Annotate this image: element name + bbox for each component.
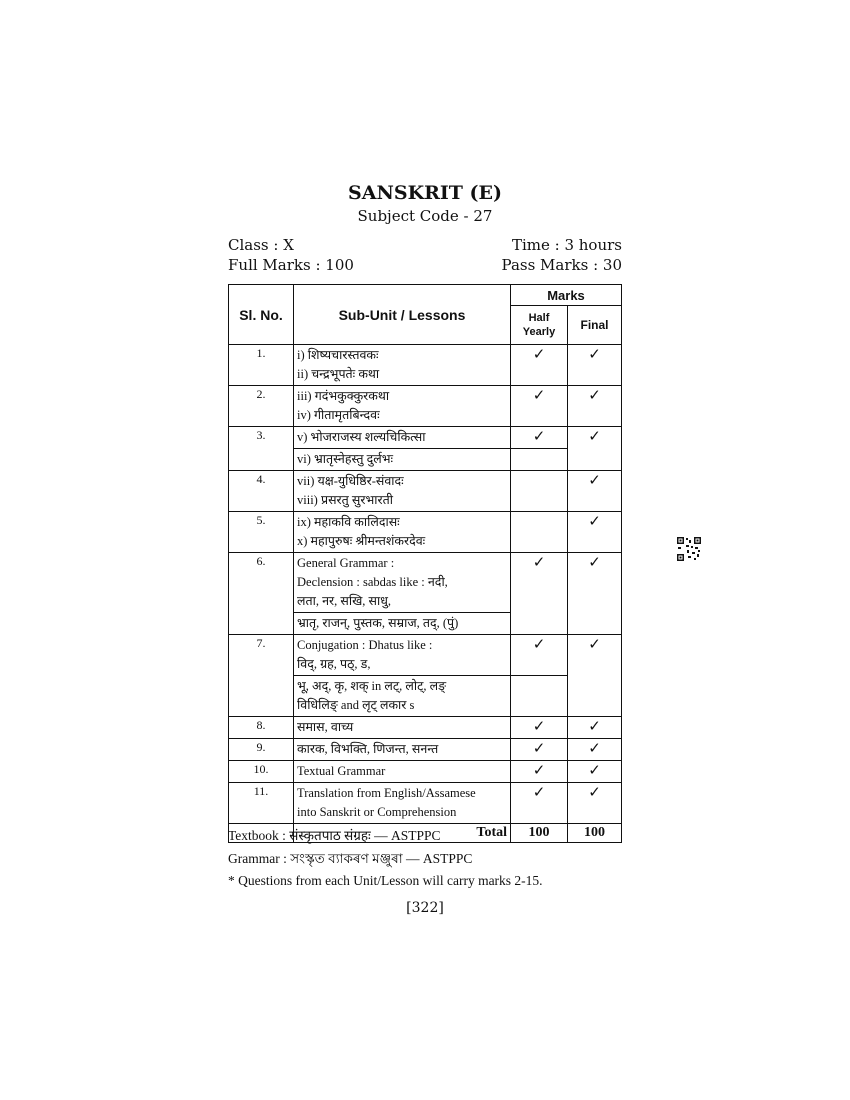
row-number: 7. <box>229 635 294 717</box>
lesson-line: Conjugation : Dhatus like : <box>297 638 433 652</box>
lesson-cell <box>294 717 511 739</box>
header-final: Final <box>568 306 622 345</box>
half-yearly-empty <box>511 449 568 471</box>
table-row <box>229 345 622 386</box>
header-marks: Marks <box>511 285 622 306</box>
row-number: 2. <box>229 386 294 427</box>
textbook-note: Textbook : संस्कृतपाठ संग्रहः — ASTPPC <box>228 828 441 843</box>
header-sub-unit: Sub-Unit / Lessons <box>294 285 511 345</box>
lesson-line: विद्, ग्रह, पठ्, ड, <box>297 657 371 671</box>
lesson-line: i) शिष्यचारस्तवकः <box>297 348 379 362</box>
half-yearly-empty <box>511 676 568 717</box>
time-label: Time : 3 hours <box>511 236 622 254</box>
lesson-cell <box>294 386 511 427</box>
table-row <box>229 717 622 739</box>
final-check: ✓ <box>568 345 622 386</box>
final-check: ✓ <box>568 386 622 427</box>
half-yearly-check: ✓ <box>511 345 568 386</box>
row-number: 10. <box>229 761 294 783</box>
lesson-cell <box>294 553 511 613</box>
lesson-line: Declension : sabdas like : नदी, <box>297 575 448 589</box>
table-row <box>229 553 622 613</box>
total-half-yearly: 100 <box>511 824 568 843</box>
lesson-cell <box>294 613 511 635</box>
half-yearly-check: ✓ <box>511 761 568 783</box>
lesson-cell <box>294 427 511 449</box>
lesson-cell <box>294 345 511 386</box>
half-yearly-check: ✓ <box>511 427 568 449</box>
lesson-line: ii) चन्द्रभूपतेः कथा <box>297 367 380 381</box>
lesson-line: विधिलिङ् and लृट् लकार s <box>297 698 415 712</box>
lesson-cell <box>294 512 511 553</box>
table-row <box>229 635 622 676</box>
questions-note: * Questions from each Unit/Lesson will carry marks 2-15. <box>228 873 543 888</box>
lesson-cell <box>294 635 511 676</box>
lesson-line: भू, अद्, कृ, शक् in लट्, लोट्, लङ् <box>297 679 447 693</box>
page-number: [322] <box>406 900 444 916</box>
final-check: ✓ <box>568 427 622 471</box>
final-check: ✓ <box>568 761 622 783</box>
lesson-cell <box>294 676 511 717</box>
header-half-yearly: Half Yearly <box>511 306 568 345</box>
lesson-cell <box>294 739 511 761</box>
lesson-line: iii) गदंभकुक्कुरकथा <box>297 389 390 403</box>
row-number: 8. <box>229 717 294 739</box>
lesson-line: ix) महाकवि कालिदासः <box>297 515 400 529</box>
final-check: ✓ <box>568 739 622 761</box>
half-yearly-check: ✓ <box>511 783 568 824</box>
lesson-line: x) महापुरुषः श्रीमन्तशंकरदेवः <box>297 534 426 548</box>
final-check: ✓ <box>568 553 622 635</box>
table-row <box>229 471 622 512</box>
table-row <box>229 739 622 761</box>
lesson-line: General Grammar : <box>297 556 395 570</box>
lesson-line: लता, नर, सखि, साधु, <box>297 594 392 608</box>
row-number: 9. <box>229 739 294 761</box>
full-marks-label: Full Marks : 100 <box>228 256 354 274</box>
lesson-cell <box>294 761 511 783</box>
lesson-line: vi) भ्रातृस्नेहस्तु दुर्लभः <box>297 452 394 466</box>
half-yearly-empty <box>511 512 568 553</box>
header-sl-no: Sl. No. <box>229 285 294 345</box>
final-check: ✓ <box>568 783 622 824</box>
lesson-cell <box>294 471 511 512</box>
final-check: ✓ <box>568 471 622 512</box>
lesson-line: vii) यक्ष-युधिष्ठिर-संवादः <box>297 474 404 488</box>
lesson-line: भ्रातृ, राजन्, पुस्तक, सम्राज, तद्, (पुं) <box>297 616 459 630</box>
row-number: 11. <box>229 783 294 824</box>
subject-code: Subject Code - 27 <box>357 207 493 225</box>
row-number: 1. <box>229 345 294 386</box>
lesson-line: Translation from English/Assamese <box>297 786 476 800</box>
final-check: ✓ <box>568 635 622 717</box>
half-yearly-check: ✓ <box>511 553 568 635</box>
lesson-line: into Sanskrit or Comprehension <box>297 805 457 819</box>
lesson-line: Textual Grammar <box>297 764 386 778</box>
half-yearly-check: ✓ <box>511 717 568 739</box>
table-row <box>229 427 622 449</box>
row-number: 4. <box>229 471 294 512</box>
row-number: 3. <box>229 427 294 471</box>
final-check: ✓ <box>568 717 622 739</box>
table-row <box>229 783 622 824</box>
table-row <box>229 761 622 783</box>
table-row <box>229 386 622 427</box>
document-title: SANSKRIT (E) <box>348 182 502 204</box>
syllabus-table <box>228 284 622 843</box>
final-check: ✓ <box>568 512 622 553</box>
grammar-note: Grammar : সংস্কৃত ব্যাকৰণ মঞ্জুৰা — ASTPPC <box>228 851 473 866</box>
half-yearly-check: ✓ <box>511 739 568 761</box>
lesson-line: समास, वाच्य <box>297 720 354 734</box>
lesson-line: iv) गीतामृतबिन्दवः <box>297 408 380 422</box>
half-yearly-check: ✓ <box>511 386 568 427</box>
total-label: Total <box>294 824 511 843</box>
total-final: 100 <box>568 824 622 843</box>
row-number: 5. <box>229 512 294 553</box>
lesson-cell <box>294 783 511 824</box>
class-label: Class : X <box>228 236 294 254</box>
pass-marks-label: Pass Marks : 30 <box>501 256 622 274</box>
half-yearly-empty <box>511 471 568 512</box>
lesson-cell <box>294 449 511 471</box>
table-row <box>229 512 622 553</box>
lesson-line: कारक, विभक्ति, णिजन्त, सनन्त <box>297 742 439 756</box>
row-number: 6. <box>229 553 294 635</box>
qr-code-icon <box>676 536 702 562</box>
lesson-line: viii) प्रसरतु सुरभारती <box>297 493 393 507</box>
lesson-line: v) भोजराजस्य शल्यचिकित्सा <box>297 430 426 444</box>
half-yearly-check: ✓ <box>511 635 568 676</box>
